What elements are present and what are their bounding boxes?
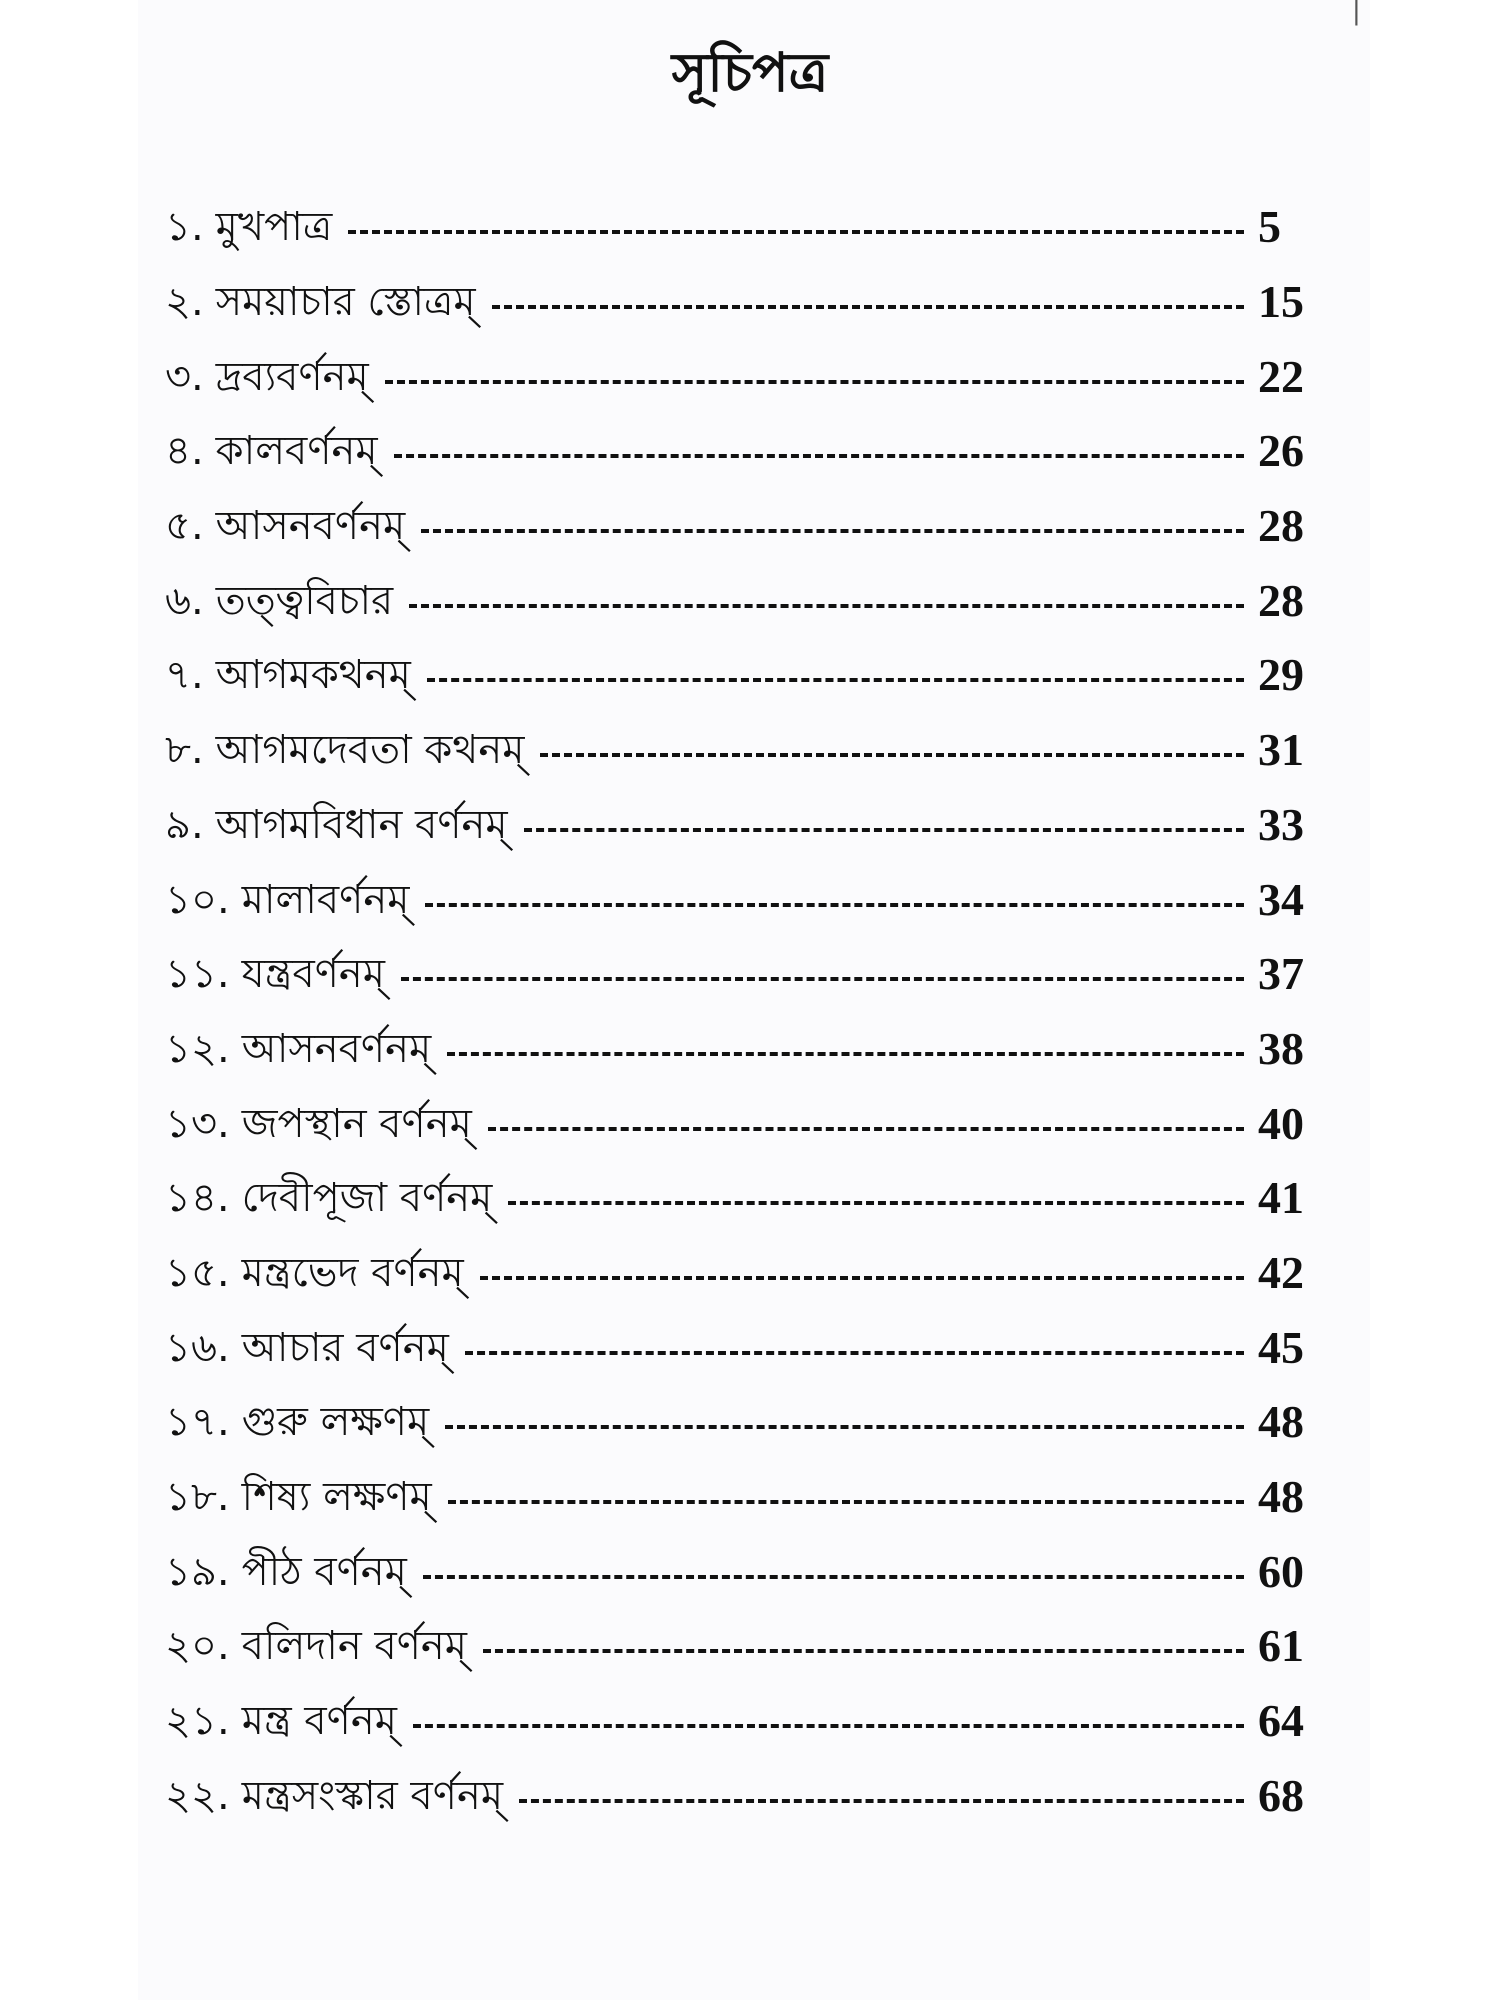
toc-entry-title: সময়াচার স্তোত্রম্ (215, 279, 476, 326)
toc-entry-number: ৪. (165, 428, 204, 475)
dotted-leader (348, 230, 1244, 234)
toc-entry-page-number: 60 (1258, 1545, 1304, 1597)
toc-entry (165, 638, 1340, 713)
toc-entry (165, 1460, 1340, 1535)
toc-entry-page-number: 68 (1258, 1769, 1304, 1821)
toc-entry-page-number: 45 (1258, 1321, 1304, 1373)
toc-entry (165, 190, 1340, 265)
toc-entry-number: ১২. (165, 1025, 230, 1072)
toc-entry-number: ২০. (165, 1623, 230, 1670)
toc-entry-page-number: 38 (1258, 1022, 1304, 1074)
toc-entry (165, 489, 1340, 564)
dotted-leader (483, 1649, 1244, 1653)
toc-entry (165, 1385, 1340, 1460)
toc-entry (165, 1236, 1340, 1311)
toc-entry-title: আচার বর্ণনম্ (241, 1324, 449, 1371)
toc-entry (165, 1758, 1340, 1833)
toc-entry-number: ১৭. (165, 1399, 230, 1446)
toc-entry-number: ২. (165, 279, 204, 326)
toc-entry-title: মন্ত্রসংস্কার বর্ণনম্ (241, 1772, 504, 1819)
toc-entry-title: আসনবর্ণনম্ (241, 1025, 432, 1072)
toc-entry-title: যন্ত্রবর্ণনম্ (241, 951, 385, 998)
toc-entry-number: ১৩. (165, 1100, 230, 1147)
toc-entry-title: শিষ্য লক্ষণম্ (241, 1474, 432, 1521)
toc-entry-title: মন্ত্রভেদ বর্ণনম্ (241, 1249, 464, 1296)
toc-entry-page-number: 5 (1258, 201, 1281, 253)
dotted-leader (488, 1127, 1244, 1131)
toc-entry-page-number: 41 (1258, 1172, 1304, 1224)
toc-entry-title: জপস্থান বর্ণনম্ (241, 1100, 472, 1147)
toc-entry-page-number: 48 (1258, 1396, 1304, 1448)
toc-entry-title: মালাবর্ণনম্ (241, 876, 410, 923)
toc-entry-number: ১৬. (165, 1324, 230, 1371)
dotted-leader (401, 977, 1244, 981)
toc-entry (165, 265, 1340, 340)
toc-entry-title: মন্ত্র বর্ণনম্ (241, 1698, 397, 1745)
toc-entry-page-number: 31 (1258, 724, 1304, 776)
toc-entry-page-number: 22 (1258, 350, 1304, 402)
dotted-leader (445, 1425, 1244, 1429)
toc-entry-title: তত্ত্ববিচার (215, 577, 394, 624)
toc-entry-page-number: 61 (1258, 1620, 1304, 1672)
toc-entry-title: আগমবিধান বর্ণনম্ (215, 801, 508, 848)
dotted-leader (394, 454, 1244, 458)
toc-entry (165, 1161, 1340, 1236)
toc-entry-title: আসনবর্ণনম্ (215, 503, 406, 550)
dotted-leader (385, 380, 1244, 384)
toc-entry-number: ১১. (165, 951, 230, 998)
toc-entry-page-number: 15 (1258, 276, 1304, 328)
dotted-leader (524, 828, 1244, 832)
dotted-leader (540, 753, 1244, 757)
toc-entry-number: ১৪. (165, 1175, 230, 1222)
toc-entry-number: ৬. (165, 577, 204, 624)
dotted-leader (413, 1724, 1244, 1728)
dotted-leader (421, 529, 1244, 533)
toc-entry (165, 414, 1340, 489)
toc-entry-number: ৮. (165, 727, 204, 774)
toc-entry-page-number: 33 (1258, 798, 1304, 850)
dotted-leader (423, 1575, 1244, 1579)
toc-entry-number: ১৯. (165, 1548, 230, 1595)
toc-entry-number: ১৮. (165, 1474, 230, 1521)
corner-mark: | (1352, 0, 1361, 26)
toc-entry (165, 713, 1340, 788)
dotted-leader (492, 305, 1244, 309)
toc-entry (165, 788, 1340, 863)
toc-entry-title: গুরু লক্ষণম্ (241, 1399, 430, 1446)
toc-entry-page-number: 34 (1258, 873, 1304, 925)
toc-entry (165, 1609, 1340, 1684)
toc-entry (165, 937, 1340, 1012)
toc-entry-page-number: 48 (1258, 1471, 1304, 1523)
dotted-leader (465, 1351, 1244, 1355)
toc-entry-title: আগমকথনম্ (215, 652, 411, 699)
toc-entry-title: বলিদান বর্ণনম্ (241, 1623, 467, 1670)
dotted-leader (447, 1052, 1244, 1056)
toc-entry-page-number: 37 (1258, 948, 1304, 1000)
toc-entry-number: ৫. (165, 503, 204, 550)
toc-entry-title: আগমদেবতা কথনম্ (215, 727, 525, 774)
toc-entry (165, 339, 1340, 414)
toc-entry-number: ৭. (165, 652, 204, 699)
toc-entry-title: পীঠ বর্ণনম্ (241, 1548, 407, 1595)
table-of-contents (165, 190, 1340, 1833)
dotted-leader (448, 1500, 1244, 1504)
dotted-leader (519, 1799, 1244, 1803)
dotted-leader (508, 1201, 1244, 1205)
toc-entry-number: ১. (165, 204, 204, 251)
toc-entry-number: ১০. (165, 876, 230, 923)
toc-entry-page-number: 28 (1258, 500, 1304, 552)
dotted-leader (480, 1276, 1244, 1280)
toc-entry-number: ২১. (165, 1698, 230, 1745)
toc-entry-page-number: 64 (1258, 1695, 1304, 1747)
toc-entry (165, 1012, 1340, 1087)
toc-entry (165, 1684, 1340, 1759)
toc-entry-number: ৩. (165, 353, 204, 400)
dotted-leader (409, 604, 1244, 608)
toc-entry (165, 1310, 1340, 1385)
toc-entry-number: ২২. (165, 1772, 230, 1819)
toc-entry-number: ১৫. (165, 1249, 230, 1296)
toc-entry-page-number: 40 (1258, 1097, 1304, 1149)
toc-entry (165, 1534, 1340, 1609)
toc-entry-page-number: 29 (1258, 649, 1304, 701)
toc-entry-title: কালবর্ণনম্ (215, 428, 378, 475)
toc-entry (165, 862, 1340, 937)
page-title: সূচিপত্র (671, 41, 829, 104)
toc-entry-title: দ্রব্যবর্ণনম্ (215, 353, 369, 400)
toc-entry-number: ৯. (165, 801, 204, 848)
toc-entry-page-number: 26 (1258, 425, 1304, 477)
toc-entry (165, 563, 1340, 638)
toc-entry (165, 1086, 1340, 1161)
toc-entry-page-number: 42 (1258, 1246, 1304, 1298)
dotted-leader (425, 903, 1244, 907)
toc-entry-page-number: 28 (1258, 574, 1304, 626)
dotted-leader (427, 678, 1244, 682)
toc-entry-title: মুখপাত্র (215, 204, 333, 251)
toc-entry-title: দেবীপূজা বর্ণনম্ (241, 1175, 493, 1222)
